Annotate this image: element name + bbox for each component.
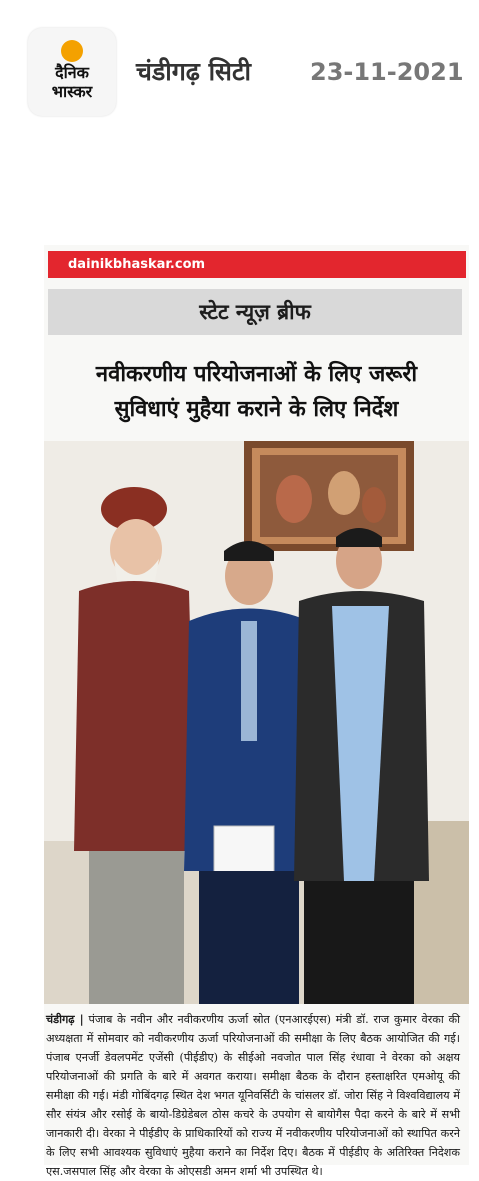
photo-illustration	[44, 441, 469, 1004]
dainik-bhaskar-logo[interactable]	[28, 28, 116, 116]
headline-line1: नवीकरणीय परियोजनाओं के लिए जरूरी	[95, 362, 418, 387]
logo-line2: भास्कर	[51, 82, 93, 101]
news-clipping	[44, 245, 469, 1178]
website-banner: dainikbhaskar.com	[48, 251, 466, 278]
person-right	[294, 528, 429, 1004]
section-title: स्टेट न्यूज़ ब्रीफ	[48, 289, 462, 335]
header-bar	[0, 0, 479, 130]
logo-line1: दैनिक	[55, 63, 89, 82]
article-body	[46, 1010, 460, 1181]
article-text: पंजाब के नवीन और नवीकरणीय ऊर्जा स्रोत (एनआरईएस) मंत्री डॉ. राज कुमार वेरका की अध्यक्षता में सोमवार को नवीकरणीय ऊर्जा परियोजनाओं की समीक्षा के लिए बैठक आयोजित की गई। पंजाब एनर्जी डेवलपमेंट एजेंसी (पीईडीए) के सीईओ नवजोत पाल सिंह रंधावा ने वेरका को अक्षय परियोजनाओं की प्रगति के बारे में अवगत कराया। समीक्षा बैठक के दौरान हस्ताक्षरित एमओयू की समीक्षा की गई। मंडी गोबिंदगढ़ स्थित देश भगत यूनिवर्सिटी के चांसलर डॉ. जोरा सिंह ने विश्वविद्यालय में सौर संयंत्र और रसोई के बायो-डिग्रेडेबल ठोस कचरे के उपयोग से बायोगैस पैदा करने के बारे में सभी जानकारी दी। वेरका ने पीईडीए के प्राधिकारियों को राज्य में नवीकरणीय परियोजनाओं को स्थापित करने के लिए सभी आवश्यक सुविधाएं मुहैया कराने का निर्देश दिए। बैठक में पीईडीए के अतिरिक्त निदेशक एस.जसपाल सिंह और वेरका के ओएसडी अमन शर्मा भी उपस्थित थे।	[46, 1013, 460, 1178]
edition-date: 23-11-2021	[310, 58, 464, 86]
headline-line2: सुविधाएं मुहैया कराने के लिए निर्देश	[114, 397, 399, 422]
headline	[44, 357, 469, 427]
dateline: चंडीगढ़ |	[46, 1012, 84, 1026]
edition-city: चंडीगढ़ सिटी	[136, 57, 252, 86]
news-photo	[44, 441, 469, 1004]
sun-icon	[61, 40, 83, 62]
